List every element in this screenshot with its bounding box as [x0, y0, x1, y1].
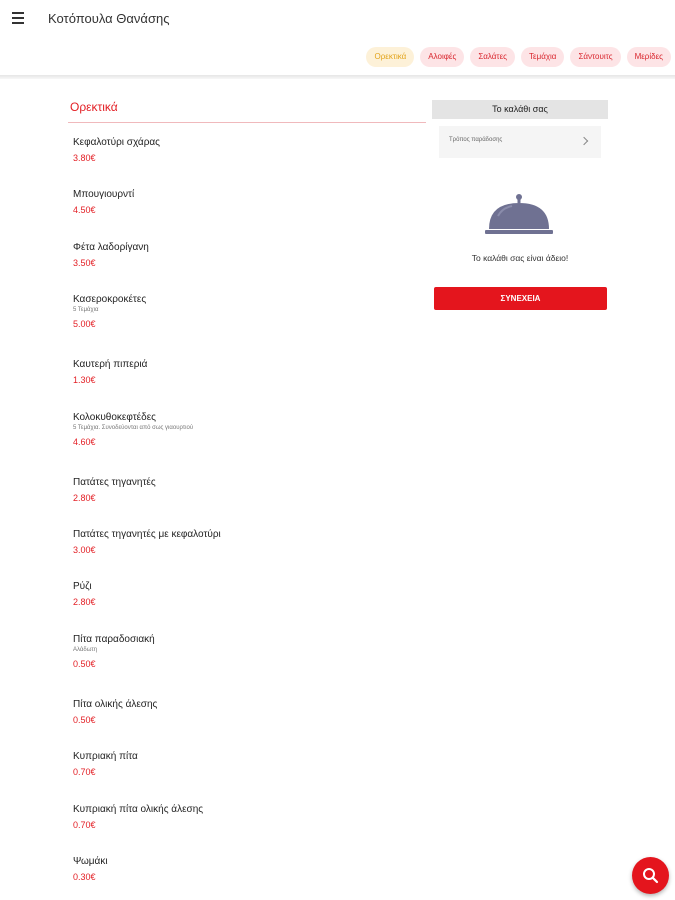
empty-cart-message: Το καλάθι σας είναι άδειο! [471, 253, 569, 263]
delivery-method-selector[interactable] [439, 126, 601, 158]
item-name: Κολοκυθοκεφτέδες [73, 411, 156, 423]
menu-item[interactable] [73, 580, 413, 632]
continue-button[interactable]: ΣΥΝΕΧΕΙΑ [434, 287, 607, 310]
menu-item[interactable] [73, 136, 413, 188]
item-price: 3.80€ [73, 153, 96, 163]
section-divider [68, 122, 426, 123]
category-tab-portions[interactable]: Μερίδες [627, 47, 671, 67]
item-name: Καυτερή πιπεριά [73, 359, 148, 371]
hamburger-menu-icon[interactable] [12, 12, 26, 24]
cart-title: Το καλάθι σας [432, 100, 608, 119]
menu-item[interactable] [73, 411, 413, 476]
menu-item[interactable] [73, 476, 413, 528]
search-fab[interactable] [632, 857, 669, 894]
category-tab-sandwiches[interactable]: Σάντουιτς [570, 47, 620, 67]
item-name: Φέτα λαδορίγανη [73, 241, 149, 253]
item-name: Κασεροκροκέτες [73, 294, 147, 306]
menu-item[interactable] [73, 528, 413, 580]
item-name: Κυπριακή πίτα ολικής άλεσης [73, 803, 204, 815]
item-price: 4.50€ [73, 205, 96, 216]
item-description: Αλάδωτη [73, 646, 98, 653]
section-title: Ορεκτικά [70, 100, 118, 114]
item-description: 5 Τεμάχια [73, 307, 99, 314]
search-icon [642, 867, 659, 884]
menu-item[interactable] [73, 698, 413, 750]
item-price: 0.30€ [73, 871, 96, 882]
delivery-method-label: Τρόπος παράδοσης [449, 137, 503, 143]
menu-item-list [73, 136, 413, 900]
item-name: Πατάτες τηγανητές με κεφαλοτύρι [73, 528, 221, 540]
item-price: 4.60€ [73, 436, 96, 447]
menu-item[interactable] [73, 241, 413, 293]
menu-item[interactable] [73, 633, 413, 698]
menu-item[interactable] [73, 293, 413, 358]
item-price: 0.70€ [73, 819, 96, 830]
item-price: 0.50€ [73, 714, 96, 725]
item-description: 5 Τεμάχια. Συνοδεύονται από σως γιαουρτιού [73, 424, 194, 431]
item-price: 0.50€ [73, 658, 96, 669]
item-price: 5.00€ [73, 319, 96, 330]
app-title: Κοτόπουλα Θανάσης [48, 11, 170, 26]
item-price: 3.00€ [73, 544, 96, 555]
app-bar [0, 0, 675, 40]
menu-item[interactable] [73, 803, 413, 855]
category-tab-salads[interactable]: Σαλάτες [470, 47, 515, 67]
menu-item[interactable] [73, 188, 413, 240]
cloche-icon [484, 192, 554, 240]
category-tab-appetizers[interactable]: Ορεκτικά [366, 47, 414, 67]
item-price: 2.80€ [73, 492, 96, 503]
item-name: Κεφαλοτύρι σχάρας [73, 137, 160, 148]
item-name: Μπουγιουρντί [73, 189, 135, 201]
category-tab-spreads[interactable]: Αλοιφές [420, 47, 464, 67]
item-name: Πίτα παραδοσιακή [73, 633, 155, 645]
menu-item[interactable] [73, 855, 413, 900]
item-price: 0.70€ [73, 767, 96, 778]
item-name: Πατάτες τηγανητές [73, 476, 156, 488]
menu-item[interactable] [73, 750, 413, 802]
item-price: 1.30€ [73, 375, 96, 386]
item-name: Ρύζι [73, 581, 92, 593]
header-divider [0, 75, 675, 79]
category-tab-pieces[interactable]: Τεμάχια [521, 47, 564, 67]
chevron-right-icon [580, 137, 588, 145]
category-tabs [366, 47, 671, 67]
item-name: Κυπριακή πίτα [73, 751, 138, 763]
item-name: Πίτα ολικής άλεσης [73, 698, 158, 710]
item-name: Ψωμάκι [73, 855, 108, 867]
item-price: 2.80€ [73, 597, 96, 608]
item-price: 3.50€ [73, 257, 96, 268]
menu-item[interactable] [73, 358, 413, 410]
